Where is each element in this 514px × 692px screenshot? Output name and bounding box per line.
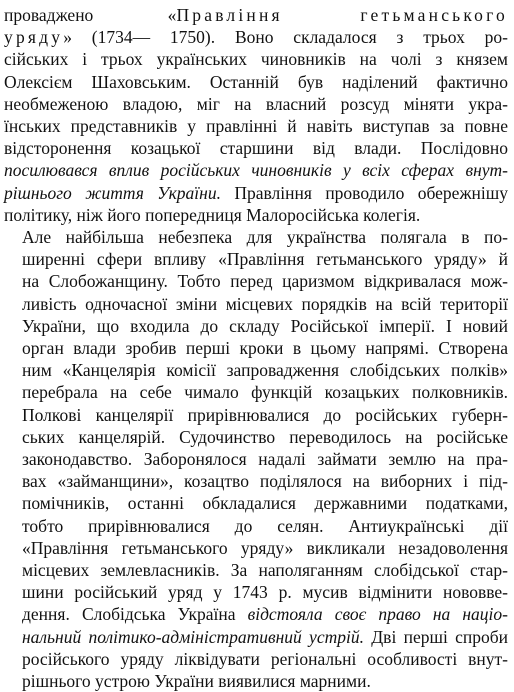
text-run: російського уряду ліквідувати регіональні особливості внут- (22, 648, 508, 669)
text-line (4, 48, 508, 70)
paragraph (4, 4, 508, 226)
text-run: їнських представників у правлінні й навіть виступав за повне (4, 116, 508, 137)
text-line (4, 159, 508, 181)
text-line (4, 115, 508, 137)
text-run: Олексієм Шаховським. Останній був наділений фактично (4, 71, 508, 92)
text-run: ських канцелярій. Судочинство переводилось на російське (22, 426, 508, 447)
italic-run: відстояла своє право на націо- (247, 604, 508, 625)
spaced-title-run: Правління гетьманського (176, 5, 509, 25)
text-line (4, 71, 508, 93)
text-line (4, 515, 508, 537)
text-run: відсторонення козацької старшини від влади. Послідовно (4, 138, 508, 159)
italic-run: нальний політико-адміністративний устрій. (22, 626, 364, 647)
text-line (4, 226, 508, 248)
text-line (4, 404, 508, 426)
text-line (4, 670, 508, 692)
text-run: місцевих землевласників. За наполяганням слобідської стар- (22, 560, 508, 581)
text-run: орган влади зробив перші кроки в цьому напрямі. Створена (22, 338, 508, 359)
text-line (4, 603, 508, 625)
text-line (4, 270, 508, 292)
text-line (4, 381, 508, 403)
text-run: дення. Слобідська Україна (22, 604, 248, 625)
text-run: » (1734— 1750). Воно складалося з трьох ро- (63, 27, 508, 48)
text-run: необмеженою владою, міг на власний розсуд міняти укра- (4, 93, 508, 114)
text-line (4, 581, 508, 603)
text-line (4, 559, 508, 581)
text-run: ливість одночасної зміни місцевих порядків на всій території (22, 293, 508, 314)
text-line (4, 315, 508, 337)
text-run: України, що входила до складу Російської імперії. І новий (22, 315, 508, 336)
text-line (4, 648, 508, 670)
body-text (4, 4, 508, 692)
text-line (4, 426, 508, 448)
text-line (4, 337, 508, 359)
italic-run: рішнього життя України. (4, 182, 221, 203)
text-line (4, 293, 508, 315)
spaced-title-run: уряду (4, 27, 64, 48)
text-line (4, 248, 508, 270)
paragraph (4, 226, 508, 692)
text-line (4, 626, 508, 648)
text-run: Дві перші спроби (363, 626, 508, 647)
text-line (4, 137, 508, 159)
text-run: політику, ніж його попередниця Малоросійська колегія. (4, 204, 421, 225)
text-run: шини російський уряд у 1743 р. мусив відмінити нововве- (22, 582, 508, 603)
text-run: «Правління гетьманського уряду» викликали незадоволення (22, 537, 508, 558)
text-run: законодавство. Заборонялося надалі займати землю на пра- (22, 449, 508, 470)
text-line (4, 93, 508, 115)
text-run: Але найбільша небезпека для українства полягала в по- (22, 227, 508, 248)
text-run: ширенні сфери впливу «Правління гетьманського уряду» й (22, 249, 508, 270)
text-line (4, 359, 508, 381)
text-line (4, 470, 508, 492)
text-run: проваджено « (4, 5, 177, 25)
text-run: на Слобожанщину. Тобто перед царизмом відкривалася мож- (22, 271, 508, 292)
text-run: вах «займанщини», козацтво поділялося на виборних і під- (22, 471, 508, 492)
text-run: Правління проводило обережнішу (220, 182, 508, 203)
text-run: тобто прирівнювалися до селян. Антиукраїнські дії (22, 515, 508, 536)
text-run: Полкові канцелярії прирівнювалися до російських губерн- (22, 404, 508, 425)
text-line (4, 204, 508, 226)
text-line (4, 4, 508, 26)
text-run: ним «Канцелярія комісії запровадження слобідських полків» (22, 360, 508, 381)
text-run: рішнього устрою України виявилися марними. (22, 671, 371, 692)
text-line (4, 26, 508, 48)
text-run: сійських і трьох українських чиновників на чолі з князем (4, 49, 508, 70)
text-line (4, 492, 508, 514)
italic-run: посилювався вплив російських чиновників у всіх сферах внут- (4, 160, 508, 181)
text-line (4, 448, 508, 470)
text-run: перебрала на себе чимало функцій козацьких полковників. (22, 382, 508, 403)
text-line (4, 537, 508, 559)
text-line (4, 182, 508, 204)
text-run: помічників, останні обкладалися державними податками, (22, 493, 508, 514)
